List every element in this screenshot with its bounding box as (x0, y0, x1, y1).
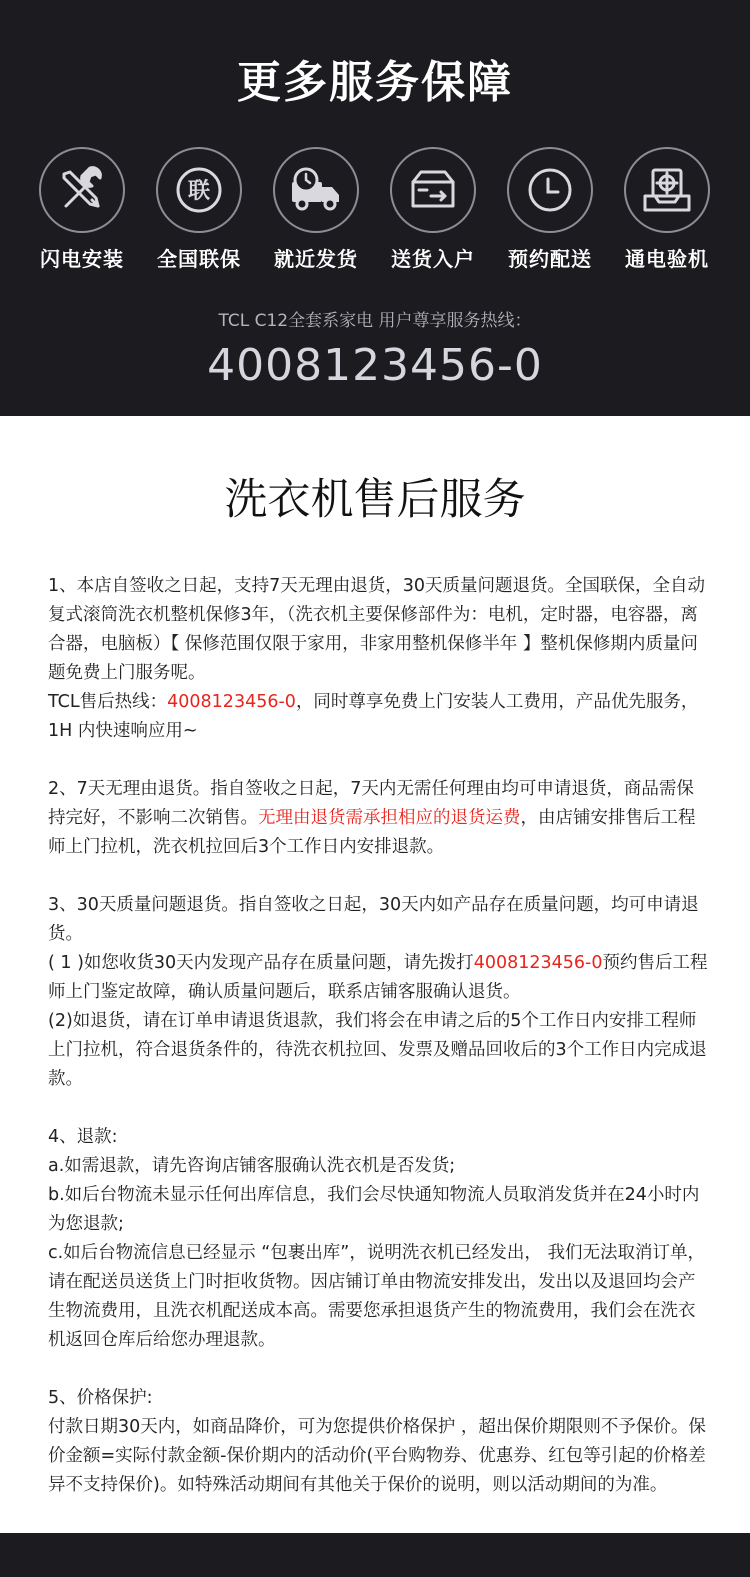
section-5-heading: 5、价格保护: (48, 1388, 153, 1408)
section-4-c: c.如后台物流信息已经显示 “包裹出库”，说明洗衣机已经发出， 我们无法取消订单，请在配送员送货上门时拒收货物。因店铺订单由物流安排发出，发出以及退回均会产生物流费用，且洗衣机配送成本高。需要您承担退货产生的物流费用，我们会在洗衣机返回仓库后给您办理退款。 (48, 1243, 705, 1350)
service-item-delivery (258, 147, 374, 272)
section-4 (48, 1123, 710, 1355)
section-3-item-1-pre: ( 1 )如您收货30天内发现产品存在质量问题，请先拨打 (48, 953, 474, 973)
clock-icon (520, 160, 580, 220)
service-item-home-delivery (375, 147, 491, 272)
section-2 (48, 775, 710, 862)
service-item-warranty (141, 147, 257, 272)
hotline-suffix: ，同时尊享免费上门安装人工费用，产品优先服务，1H 内快速响应用~ (48, 692, 699, 741)
section-2-pre: 2、7天无理由退货。指自签收之日起，7天内无需任何理由均可申请退货，商品需保持完好，不影响二次销售。 (48, 779, 694, 828)
service-item-inspection (609, 147, 725, 272)
service-label-inspection: 通电验机 (625, 247, 709, 271)
section-5 (48, 1384, 710, 1500)
banner-title: 更多服务保障 (237, 57, 513, 108)
service-label-delivery: 就近发货 (274, 247, 358, 271)
delivery-truck-icon (286, 160, 346, 220)
wrench-screwdriver-icon (52, 160, 112, 220)
hotline-prefix: TCL售后热线： (48, 692, 168, 712)
section-1-text: 1、本店自签收之日起，支持7天无理由退货，30天质量问题退货。全国联保，全自动复式滚筒洗衣机整机保修3年，（洗衣机主要保修部件为：电机，定时器，电容器，离合器，电脑板）【 保修范围仅限于家用，非家用整机保修半年 】整机保修期内质量问题免费上门服务呢。 (48, 576, 706, 683)
section-3 (48, 891, 710, 1094)
inspection-target-icon (637, 160, 697, 220)
section-3-item-1-post: 预约售后工程师上门鉴定故障，确认质量问题后，联系店铺客服确认退货。 (48, 953, 708, 1002)
section-1-hotline (48, 688, 710, 746)
package-box-icon (403, 160, 463, 220)
section-1 (48, 572, 710, 746)
bottom-bar (0, 1533, 750, 1577)
section-3-item-2: (2)如退货，请在订单申请退货退款，我们将会在申请之后的5个工作日内安排工程师上门拉机，符合退货条件的，待洗衣机拉回、发票及赠品回收后的3个工作日内完成退款。 (48, 1011, 707, 1089)
return-shipping-notice: 无理由退货需承担相应的退货运费 (258, 808, 521, 828)
after-sales-hotline: 4008123456-0 (167, 692, 296, 712)
section-3-intro: 3、30天质量问题退货。指自签收之日起，30天内如产品存在质量问题，均可申请退货。 (48, 895, 699, 944)
section-4-b: b.如后台物流未显示任何出库信息，我们会尽快通知物流人员取消发货并在24小时内为您退款; (48, 1185, 700, 1234)
hotline-number: 4008123456-0 (207, 340, 543, 391)
after-sales-title: 洗衣机售后服务 (224, 475, 526, 525)
service-label-home-delivery: 送货入户 (391, 247, 475, 271)
service-label-warranty: 全国联保 (157, 247, 241, 271)
service-guarantee-banner (0, 0, 750, 416)
service-item-install (24, 147, 140, 272)
section-3-item-1 (48, 949, 710, 1007)
section-5-text: 付款日期30天内，如商品降价，可为您提供价格保护 ，超出保价期限则不予保价。保价金额=实际付款金额-保价期内的活动价(平台购物券、优惠券、红包等引起的价格差异不支持保价)。如特殊活动期间有其他关于保价的说明，则以活动期间的为准。 (48, 1417, 706, 1495)
section-4-heading: 4、退款: (48, 1127, 118, 1147)
section-3-hotline: 4008123456-0 (473, 953, 603, 973)
service-label-install: 闪电安装 (40, 247, 124, 271)
after-sales-content (48, 572, 710, 1500)
section-4-a: a.如需退款，请先咨询店铺客服确认洗衣机是否发货; (48, 1156, 456, 1176)
section-2-post: ，由店铺安排售后工程师上门拉机，洗衣机拉回后3个工作日内安排退款。 (48, 808, 696, 857)
joint-warranty-icon (169, 160, 229, 220)
warranty-icon-text: 联 (187, 179, 211, 204)
hotline-label: TCL C12全套系家电 用户尊享服务热线： (218, 311, 532, 331)
service-label-scheduled: 预约配送 (508, 247, 592, 271)
service-item-scheduled (492, 147, 608, 272)
